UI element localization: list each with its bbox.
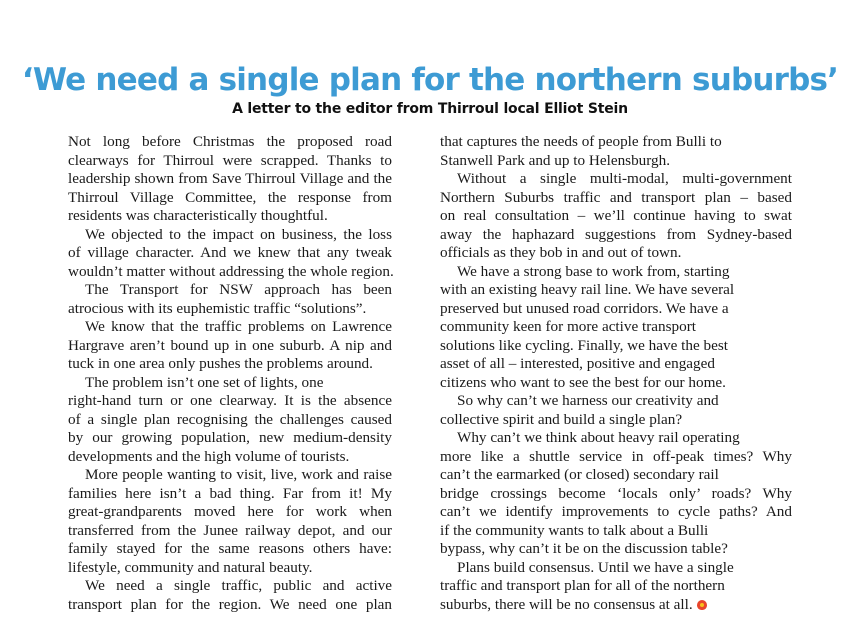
text-line: Plans build consensus. Until we have a single — [457, 558, 734, 576]
text-line: tuck in one area only pushes the problems around. — [68, 355, 373, 372]
text-line: can’t the earmarked (or closed) secondary rail — [440, 466, 719, 483]
text-line: We need a single traffic, public and active — [85, 577, 392, 594]
text-line: preserved but unused road corridors. We have a — [440, 299, 729, 317]
text-line: collective spirit and build a single plan? — [440, 410, 683, 428]
text-line: atrocious with its euphemistic traffic “solutions”. — [68, 299, 367, 317]
text-line: community keen for more active transport — [440, 318, 696, 335]
text-line: Not long before Christmas the proposed road — [68, 133, 392, 150]
text-line: can’t we identify improvements to cycle paths? And — [440, 503, 792, 520]
right-column — [440, 133, 792, 614]
text-line: So why can’t we harness our creativity and — [457, 392, 719, 409]
text-line: traffic and transport plan for all of the northern — [440, 577, 725, 594]
text-line: with an existing heavy rail line. We have several — [440, 281, 735, 298]
text-line: transferred from the Junee railway depot, and our — [68, 521, 392, 539]
text-line: Northern Suburbs traffic and transport plan – based — [440, 188, 792, 206]
text-line: asset of all – interested, positive and engaged — [440, 355, 715, 372]
text-line: Without a single multi-modal, multi-government — [457, 170, 792, 187]
subheadline: A letter to the editor from Thirroul local Elliot Stein — [232, 101, 628, 117]
text-line: We know that the traffic problems on Lawrence — [85, 318, 392, 335]
flower-icon — [697, 600, 707, 610]
text-line: if the community wants to talk about a Bulli — [440, 521, 709, 539]
text-line: More people wanting to visit, live, work and raise — [85, 466, 392, 483]
text-line: We objected to the impact on business, the loss — [85, 225, 392, 243]
headline: ‘We need a single plan for the northern suburbs’ — [21, 62, 839, 98]
text-line: by our growing population, new medium-density — [68, 429, 392, 446]
text-line: officials as they bob in and out of town. — [440, 244, 682, 261]
text-line: of a single plan recognising the challenges caused — [68, 410, 392, 428]
text-line: solutions like cycling. Finally, we have the best — [440, 336, 728, 354]
text-line: The Transport for NSW approach has been — [85, 281, 392, 298]
text-line: families here isn’t a bad thing. Far from it! My — [68, 484, 392, 502]
text-line: developments and the high volume of tourists. — [68, 447, 350, 465]
text-line: bridge crossings become ‘locals only’ roads? Why — [440, 484, 792, 502]
text-line: great-grandparents moved here for work when — [68, 503, 392, 520]
text-line: of village character. And we knew that any tweak — [68, 244, 392, 261]
text-line: that captures the needs of people from Bulli to — [440, 133, 722, 150]
text-line: Hargrave aren’t bound up in one suburb. A nip and — [68, 336, 392, 354]
text-line: away the haphazard suggestions from Sydney-based — [440, 225, 792, 243]
text-line: lifestyle, community and natural beauty. — [68, 558, 313, 576]
text-line: leadership shown from Save Thirroul Village and the — [68, 170, 392, 187]
text-line: Why can’t we think about heavy rail operating — [457, 429, 740, 446]
text-line: bypass, why can’t it be on the discussion table? — [440, 540, 728, 557]
text-line: residents was characteristically thoughtful. — [68, 207, 328, 224]
text-line: clearways for Thirroul were scrapped. Thanks to — [68, 151, 392, 169]
text-line: right-hand turn or one clearway. It is the absence — [68, 392, 392, 409]
text-line: Stanwell Park and up to Helensburgh. — [440, 151, 671, 169]
text-line: wouldn’t matter without addressing the whole region. — [68, 262, 394, 280]
text-line: citizens who want to see the best for our home. — [440, 373, 726, 391]
text-line: transport plan for the region. We need one plan — [68, 595, 392, 613]
text-line: on real consultation – we’ll continue having to swat — [440, 207, 792, 224]
text-line: family stayed for the same reasons others have: — [68, 540, 392, 557]
text-line: The problem isn’t one set of lights, one — [85, 373, 324, 391]
text-line: Thirroul Village Committee, the response from — [68, 188, 392, 206]
text-line: We have a strong base to work from, starting — [457, 262, 730, 280]
text-line: suburbs, there will be no consensus at all. — [440, 596, 792, 615]
text-line: more like a shuttle service in off-peak times? Why — [440, 447, 792, 465]
left-column — [68, 133, 392, 614]
